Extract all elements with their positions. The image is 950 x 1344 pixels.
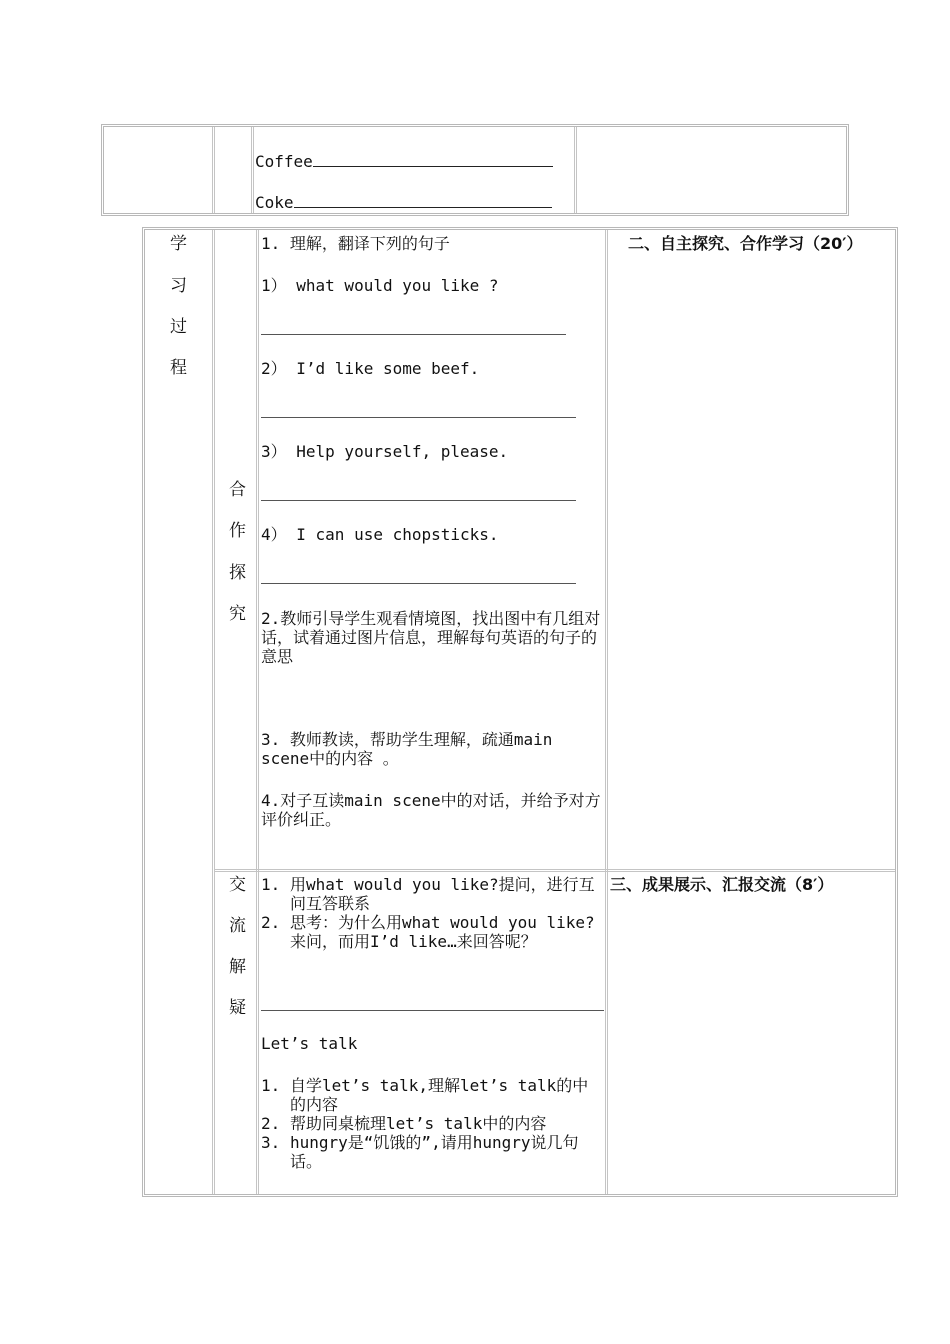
list-item-text: hungry是“饥饿的”,请用hungry说几句话。 (290, 1133, 579, 1171)
instruction-item-3: 3. 教师教读，帮助学生理解，疏通main scene中的内容 。 (261, 730, 553, 768)
answer-line (261, 334, 566, 335)
word-label: Coke (255, 193, 294, 212)
top-table-divider (574, 127, 577, 213)
list-item-number: 2. (261, 1114, 281, 1133)
top-table-divider (212, 127, 215, 213)
sentence-2: 2） I’d like some beef. (261, 359, 480, 378)
process-label-char: 过 (170, 317, 187, 337)
instruction-item-4: 4.对子互读main scene中的对话，并给予对方评价纠正。 (261, 791, 601, 829)
exchange-label-char: 交 (229, 875, 246, 895)
main-table-divider (212, 230, 215, 1194)
word-label: Coffee (255, 152, 313, 171)
section-heading-showcase: 三、成果展示、汇报交流（8′） (610, 875, 834, 894)
list-item-text: 自学let’s talk,理解let’s talk的中的内容 (290, 1076, 589, 1114)
section-heading-explore: 二、自主探究、合作学习（20′） (628, 234, 863, 253)
answer-blank (294, 193, 552, 208)
translate-heading: 1. 理解，翻译下列的句子 (261, 234, 450, 253)
word-row-coke (255, 193, 552, 212)
answer-line (261, 417, 576, 418)
main-table-divider (256, 230, 259, 1194)
answer-line (261, 583, 576, 584)
cooperate-label-char: 究 (229, 604, 246, 624)
list-item-number: 1. (261, 875, 281, 894)
word-row-coffee (255, 152, 553, 171)
answer-line (261, 1010, 604, 1011)
process-label-char: 学 (170, 234, 187, 254)
list-item-text: 思考：为什么用what would you like?来问，而用I’d like…来回答呢？ (290, 913, 595, 951)
sentence-1: 1） what would you like ? (261, 276, 499, 295)
sentence-4: 4） I can use chopsticks. (261, 525, 499, 544)
exchange-label-char: 流 (229, 916, 246, 936)
sentence-3: 3） Help yourself, please. (261, 442, 509, 461)
exchange-label-char: 疑 (229, 998, 246, 1018)
cooperate-label-char: 作 (229, 521, 246, 541)
instruction-item-2: 2.教师引导学生观看情境图，找出图中有几组对话，试着通过图片信息，理解每句英语的句子的意思 (261, 609, 601, 666)
list-item-text: 用what would you like?提问，进行互问互答联系 (290, 875, 595, 913)
exchange-label-char: 解 (229, 957, 246, 977)
main-table-divider (605, 230, 608, 1194)
process-label-char: 程 (170, 358, 187, 378)
top-table-divider (251, 127, 254, 213)
answer-line (261, 500, 576, 501)
main-table-row-divider (215, 869, 895, 872)
lets-talk-heading: Let’s talk (261, 1034, 358, 1053)
list-item-number: 2. (261, 913, 281, 932)
list-item-number: 3. (261, 1133, 281, 1152)
cooperate-label-char: 合 (229, 480, 246, 500)
cooperate-label-char: 探 (229, 563, 246, 583)
list-item-text: 帮助同桌梳理let’s talk中的内容 (290, 1114, 547, 1133)
list-item-number: 1. (261, 1076, 281, 1095)
answer-blank (313, 152, 553, 167)
process-label-char: 习 (170, 276, 187, 296)
